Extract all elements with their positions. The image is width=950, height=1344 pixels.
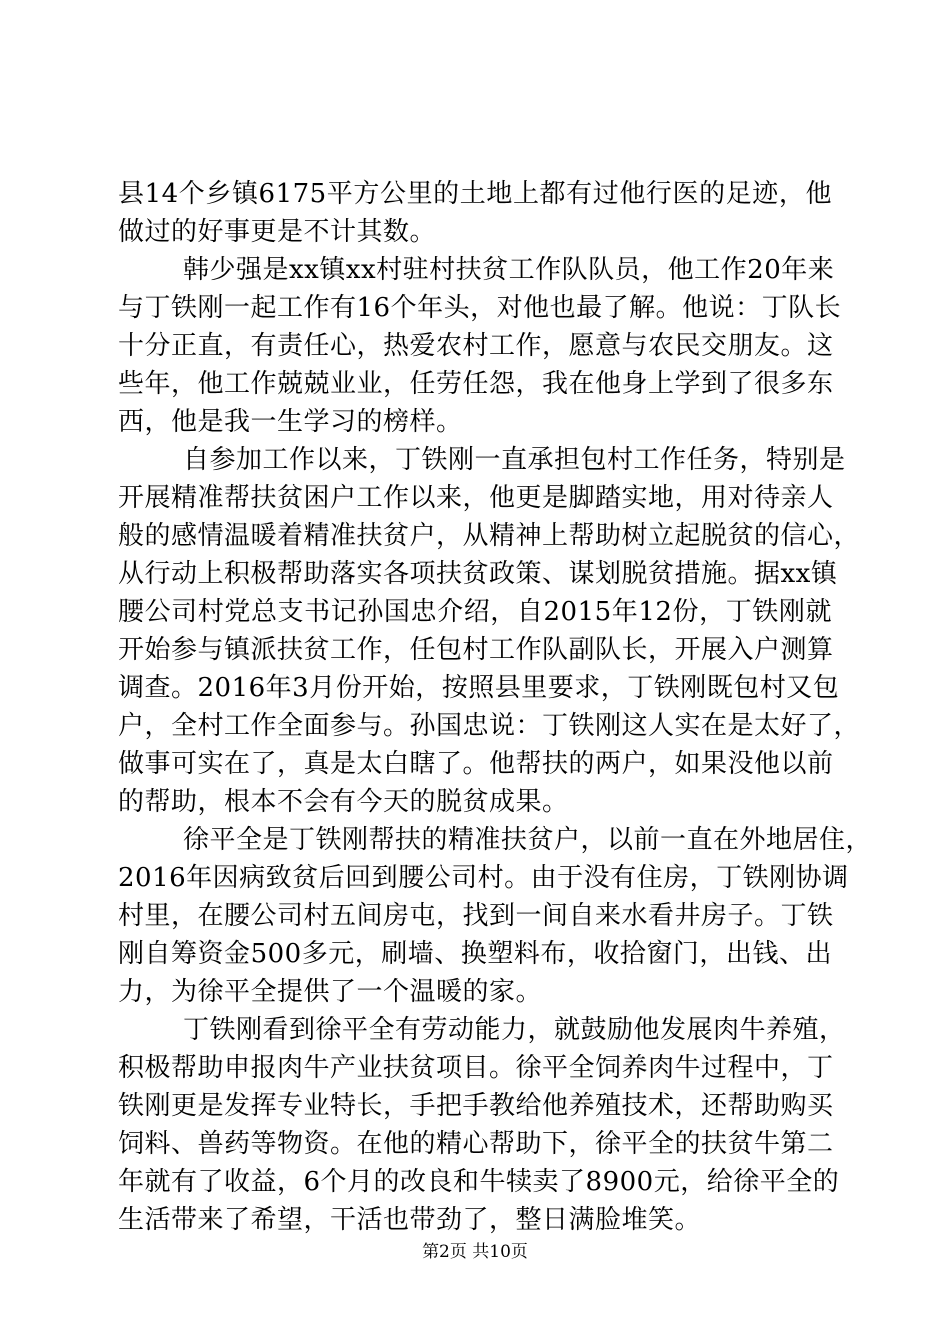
text-line: 十分正直，有责任心，热爱农村工作，愿意与农民交朋友。这	[118, 331, 834, 361]
text-line: 铁刚更是发挥专业特长，手把手教给他养殖技术，还帮助购买	[118, 1091, 834, 1121]
text-line: 村里，在腰公司村五间房屯，找到一间自来水看井房子。丁铁	[118, 901, 834, 931]
text-line: 生活带来了希望，干活也带劲了，整日满脸堆笑。	[118, 1205, 702, 1235]
text-line: 些年，他工作兢兢业业，任劳任怨，我在他身上学到了很多东	[118, 369, 834, 399]
text-line: 徐平全是丁铁刚帮扶的精准扶贫户，以前一直在外地居住，	[183, 825, 873, 855]
text-line: 韩少强是xx镇xx村驻村扶贫工作队队员，他工作20年来	[183, 255, 835, 285]
text-line: 丁铁刚看到徐平全有劳动能力，就鼓励他发展肉牛养殖，	[183, 1015, 846, 1045]
text-line: 西，他是我一生学习的榜样。	[118, 407, 463, 437]
text-line: 县14个乡镇6175平方公里的土地上都有过他行医的足迹，他	[118, 179, 832, 209]
text-line: 做过的好事更是不计其数。	[118, 217, 437, 247]
text-line: 力，为徐平全提供了一个温暖的家。	[118, 977, 543, 1007]
text-line: 开展精准帮扶贫困户工作以来，他更是脚踏实地，用对待亲人	[118, 483, 834, 513]
text-line: 2016年因病致贫后回到腰公司村。由于没有住房，丁铁刚协调	[118, 863, 849, 893]
text-line: 做事可实在了，真是太白瞎了。他帮扶的两户，如果没他以前	[118, 749, 834, 779]
text-line: 调查。2016年3月份开始，按照县里要求，丁铁刚既包村又包	[118, 673, 840, 703]
text-line: 积极帮助申报肉牛产业扶贫项目。徐平全饲养肉牛过程中，丁	[118, 1053, 834, 1083]
text-line: 开始参与镇派扶贫工作，任包村工作队副队长，开展入户测算	[118, 635, 834, 665]
text-line: 般的感情温暖着精准扶贫户，从精神上帮助树立起脱贫的信心，	[118, 521, 861, 551]
text-line: 户，全村工作全面参与。孙国忠说：丁铁刚这人实在是太好了，	[118, 711, 861, 741]
text-line: 饲料、兽药等物资。在他的精心帮助下，徐平全的扶贫牛第二	[118, 1129, 834, 1159]
text-line: 与丁铁刚一起工作有16个年头，对他也最了解。他说：丁队长	[118, 293, 842, 323]
page-number-footer: 第2页 共10页	[422, 1242, 528, 1262]
text-line: 从行动上积极帮助落实各项扶贫政策、谋划脱贫措施。据xx镇	[118, 559, 838, 589]
text-line: 自参加工作以来，丁铁刚一直承担包村工作任务，特别是	[183, 445, 846, 475]
text-line: 刚自筹资金500多元，刷墙、换塑料布，收拾窗门，出钱、出	[118, 939, 832, 969]
text-line: 年就有了收益，6个月的改良和牛犊卖了8900元，给徐平全的	[118, 1167, 840, 1197]
text-line: 腰公司村党总支书记孙国忠介绍，自2015年12份，丁铁刚就	[118, 597, 832, 627]
text-line: 的帮助，根本不会有今天的脱贫成果。	[118, 787, 569, 817]
